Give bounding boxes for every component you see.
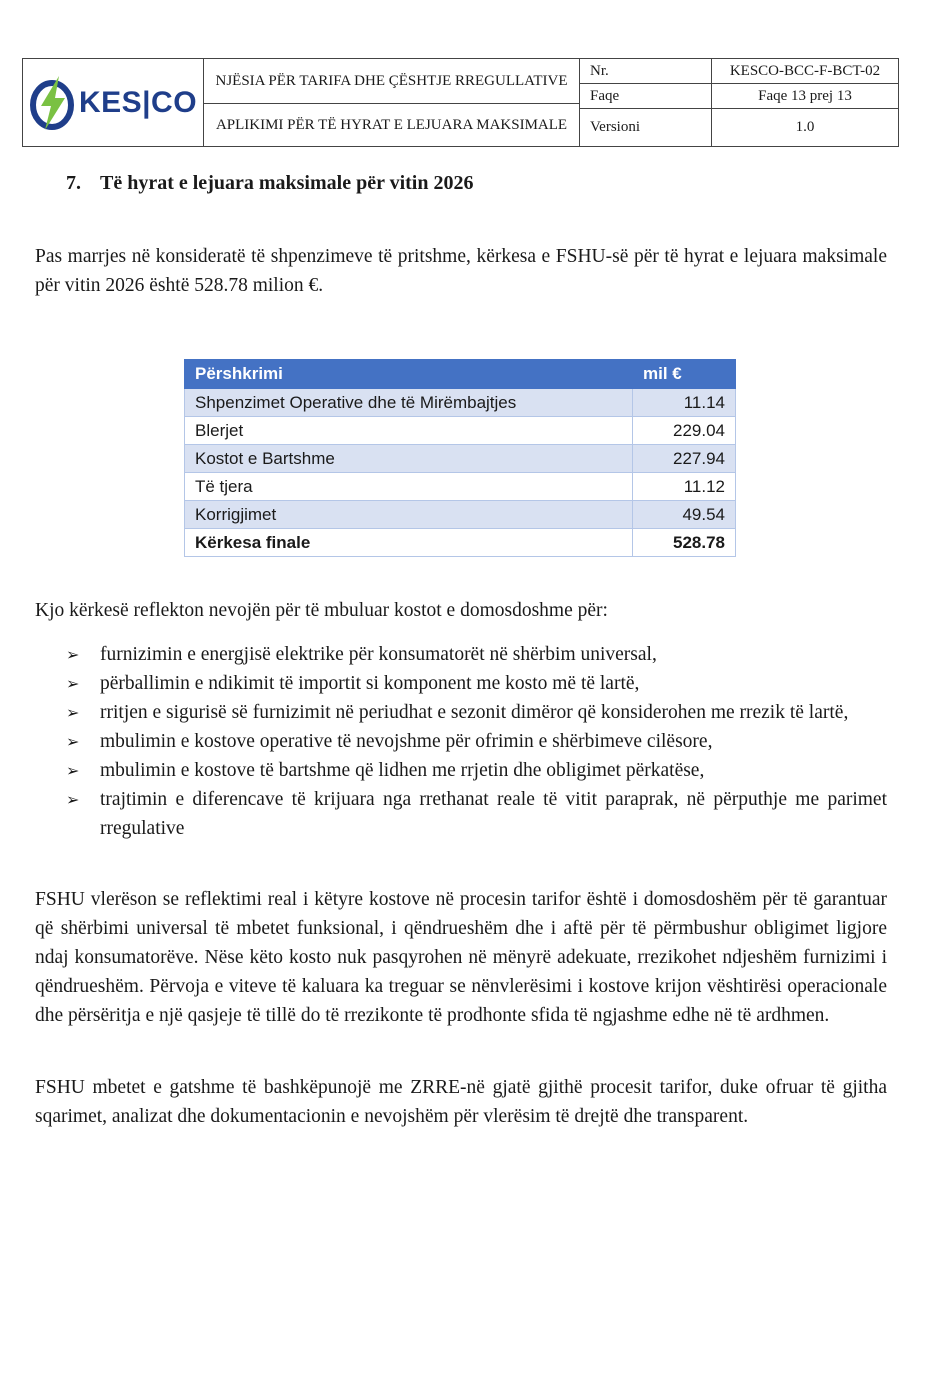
section-title-text: Të hyrat e lejuara maksimale për vitin 2026	[100, 172, 474, 194]
row-value: 49.54	[633, 501, 736, 529]
lead-paragraph: Kjo kërkesë reflekton nevojën për të mbuluar kostot e domosdoshme për:	[35, 600, 608, 621]
requirements-list	[66, 640, 887, 843]
meta-label: Versioni	[580, 109, 712, 146]
header-meta	[580, 59, 898, 146]
row-value: 227.94	[633, 445, 736, 473]
document-header	[22, 58, 899, 147]
list-item	[66, 756, 887, 785]
meta-label: Faqe	[580, 84, 712, 108]
total-value: 528.78	[633, 529, 736, 557]
row-label: Shpenzimet Operative dhe të Mirëmbajtjes	[185, 389, 633, 417]
row-label: Korrigjimet	[185, 501, 633, 529]
list-item	[66, 698, 887, 727]
kesco-logo	[29, 74, 197, 132]
column-header-amount: mil €	[633, 360, 736, 389]
meta-value: KESCO-BCC-F-BCT-02	[729, 62, 881, 79]
row-label: Të tjera	[185, 473, 633, 501]
total-label: Kërkesa finale	[185, 529, 633, 557]
row-value: 229.04	[633, 417, 736, 445]
table-row	[185, 389, 736, 417]
meta-value: Faqe 13 prej 13	[758, 87, 852, 104]
table-row	[185, 501, 736, 529]
intro-paragraph: Pas marrjes në konsideratë të shpenzimeve të pritshme, kërkesa e FSHU-së për të hyrat e lejuara maksimale për vitin 2026 është 528.78 milion €.	[35, 246, 887, 296]
column-header-description: Përshkrimi	[185, 360, 633, 389]
lightning-logo-icon	[29, 74, 77, 132]
document-name: APLIKIMI PËR TË HYRAT E LEJUARA MAKSIMALE	[215, 117, 568, 133]
body-paragraph-2: FSHU mbetet e gatshme të bashkëpunojë me ZRRE-në gjatë gjithë procesit tarifor, duke ofruar të gjitha sqarimet, analizat dhe dokumentacionin e nevojshëm për vlerësim të drejtë dhe transparent.	[35, 1077, 887, 1127]
arrow-bullet-icon: ➢	[66, 674, 80, 693]
list-item	[66, 727, 887, 756]
section-number: 7.	[66, 172, 81, 194]
arrow-bullet-icon: ➢	[66, 761, 80, 780]
list-item-text: mbulimin e kostove operative të nevojshme për ofrimin e shërbimeve cilësore,	[100, 731, 713, 752]
meta-label: Nr.	[580, 59, 712, 83]
meta-row-page	[580, 84, 898, 109]
meta-value: 1.0	[795, 119, 815, 135]
list-item-text: mbulimin e kostove të bartshme që lidhen me rrjetin dhe obligimet përkatëse,	[100, 760, 705, 781]
table-row	[185, 417, 736, 445]
cost-table	[184, 359, 736, 557]
body-paragraph-1: FSHU vlerëson se reflektimi real i këtyre kostove në procesin tarifor është i domosdoshëm për të garantuar që shërbimi universal të mbetet funksional, i qëndrueshëm dhe i aftë për të përmbushur obligimet ligjore ndaj konsumatorëve. Nëse këto kosto nuk pasqyrohen në mënyrë adekuate, rrezikohet ndjeshëm furnizimi i qëndrueshëm. Përvoja e viteve të kaluara ka treguar se nënvlerësimi i kostove krijon vështirësi operacionale dhe përsëritja e një qasjeje të tillë do të rrezikonte të prodhonte sfida të ngjashme edhe në të ardhmen.	[35, 889, 887, 1026]
list-item	[66, 785, 887, 843]
meta-row-version	[580, 109, 898, 146]
list-item-text: furnizimin e energjisë elektrike për konsumatorët në shërbim universal,	[100, 644, 657, 665]
logo-text: KES|CO	[78, 85, 198, 119]
table-header-row	[185, 360, 736, 389]
table-row	[185, 473, 736, 501]
list-item	[66, 640, 887, 669]
arrow-bullet-icon: ➢	[66, 790, 80, 809]
unit-name: NJËSIA PËR TARIFA DHE ÇËSHTJE RREGULLATIVE	[204, 59, 579, 104]
table-total-row	[185, 529, 736, 557]
arrow-bullet-icon: ➢	[66, 645, 80, 664]
list-item-text: trajtimin e diferencave të krijuara nga rrethanat reale të vitit paraprak, në përputhje me parimet rregulative	[100, 789, 887, 839]
arrow-bullet-icon: ➢	[66, 732, 80, 751]
arrow-bullet-icon: ➢	[66, 703, 80, 722]
header-titles	[204, 59, 580, 146]
logo-cell	[23, 59, 204, 146]
row-label: Blerjet	[185, 417, 633, 445]
section-heading	[66, 172, 473, 195]
row-value: 11.14	[633, 389, 736, 417]
list-item-text: rritjen e sigurisë së furnizimit në periudhat e sezonit dimëror që konsiderohen me rrezik të lartë,	[100, 702, 849, 723]
meta-row-number	[580, 59, 898, 84]
table-row	[185, 445, 736, 473]
row-value: 11.12	[633, 473, 736, 501]
list-item	[66, 669, 887, 698]
row-label: Kostot e Bartshme	[185, 445, 633, 473]
list-item-text: përballimin e ndikimit të importit si komponent me kosto më të lartë,	[100, 673, 640, 694]
